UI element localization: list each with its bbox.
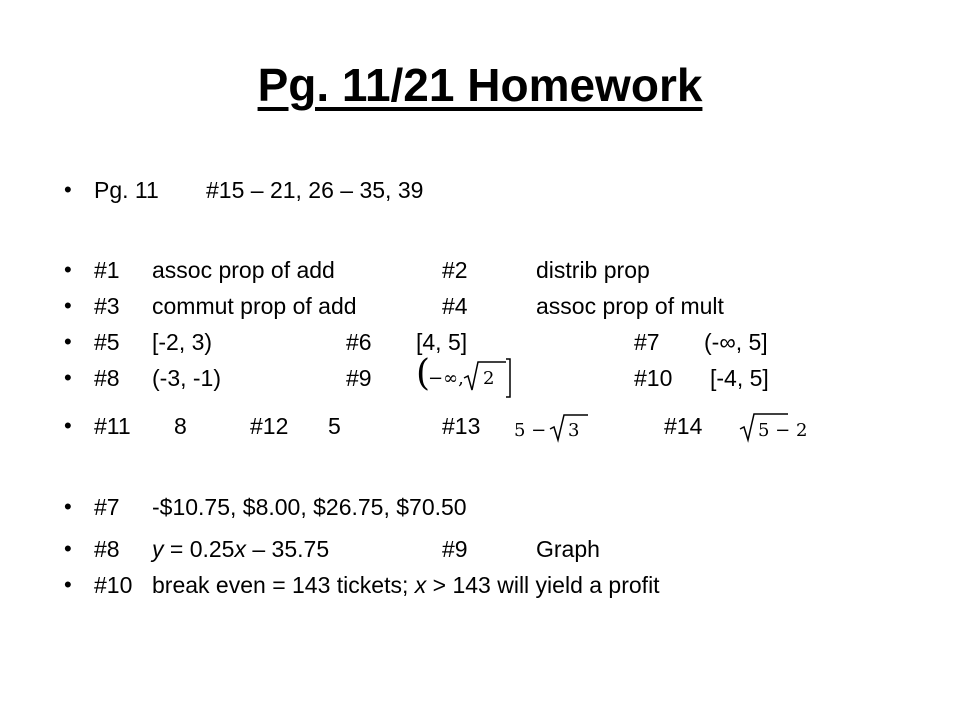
- problem-number: #10: [94, 572, 133, 598]
- problem-number: #9: [442, 536, 468, 562]
- formula-lead: 5 −: [514, 420, 547, 441]
- problem-number: #8: [94, 365, 120, 391]
- answer-part: break even = 143 tickets;: [152, 572, 415, 598]
- problem-number: #13: [442, 413, 481, 439]
- answer: [152, 531, 329, 567]
- interval-formula-9: [406, 356, 516, 400]
- bullet: •: [64, 293, 72, 318]
- radicand: 2: [483, 368, 495, 389]
- problem-list: #15 – 21, 26 – 35, 39: [206, 177, 424, 203]
- answer: 8: [174, 413, 187, 439]
- equation-part: = 0.25: [163, 536, 235, 562]
- bullet: •: [64, 413, 72, 438]
- problem-number: #9: [346, 365, 372, 391]
- radicand: 3: [568, 420, 580, 441]
- problem-number: #14: [664, 413, 703, 439]
- problem-number: #3: [94, 293, 120, 319]
- open-paren: (: [416, 356, 431, 394]
- answer: (-3, -1): [152, 365, 221, 391]
- variable-x: x: [414, 572, 427, 598]
- problem-number: #4: [442, 293, 468, 319]
- neg-infinity: −∞,: [428, 368, 464, 389]
- problem-number: #8: [94, 536, 120, 562]
- problem-number: #6: [346, 329, 372, 355]
- bullet: •: [64, 365, 72, 390]
- bullet: •: [64, 257, 72, 282]
- variable-x: x: [234, 536, 246, 562]
- page-title: Pg. 11/21 Homework: [257, 59, 703, 111]
- problem-number: #7: [94, 494, 120, 520]
- answer: [-2, 3): [152, 329, 213, 355]
- answer: (-∞, 5]: [704, 329, 768, 355]
- problem-number: #2: [442, 257, 468, 283]
- problem-number: #10: [634, 365, 673, 391]
- answer: assoc prop of add: [152, 257, 335, 283]
- bullet: •: [64, 329, 72, 354]
- answer: Graph: [536, 536, 600, 562]
- problem-number: #12: [250, 413, 289, 439]
- answer-part: > 143 will yield a profit: [426, 572, 660, 598]
- answer: assoc prop of mult: [536, 293, 724, 319]
- answer: -$10.75, $8.00, $26.75, $70.50: [152, 494, 467, 520]
- formula-14: [738, 410, 822, 444]
- answer: commut prop of add: [152, 293, 357, 319]
- answer: [-4, 5]: [710, 365, 769, 391]
- answer: [4, 5]: [416, 329, 468, 355]
- bullet: •: [64, 572, 72, 597]
- radicand: 5 − 2: [758, 420, 808, 441]
- variable-y: y: [152, 536, 164, 562]
- close-bracket: [506, 359, 510, 397]
- problem-number: #1: [94, 257, 120, 283]
- page-ref: Pg. 11: [94, 177, 159, 203]
- problem-number: #11: [94, 413, 131, 439]
- formula-13: [512, 412, 598, 444]
- bullet: •: [64, 536, 72, 561]
- problem-number: #5: [94, 329, 120, 355]
- bullet: •: [64, 177, 72, 202]
- answer: [152, 567, 660, 603]
- bullet: •: [64, 494, 72, 519]
- answer: 5: [328, 413, 341, 439]
- equation-part: – 35.75: [245, 536, 330, 562]
- problem-number: #7: [634, 329, 660, 355]
- answer: distrib prop: [536, 257, 650, 283]
